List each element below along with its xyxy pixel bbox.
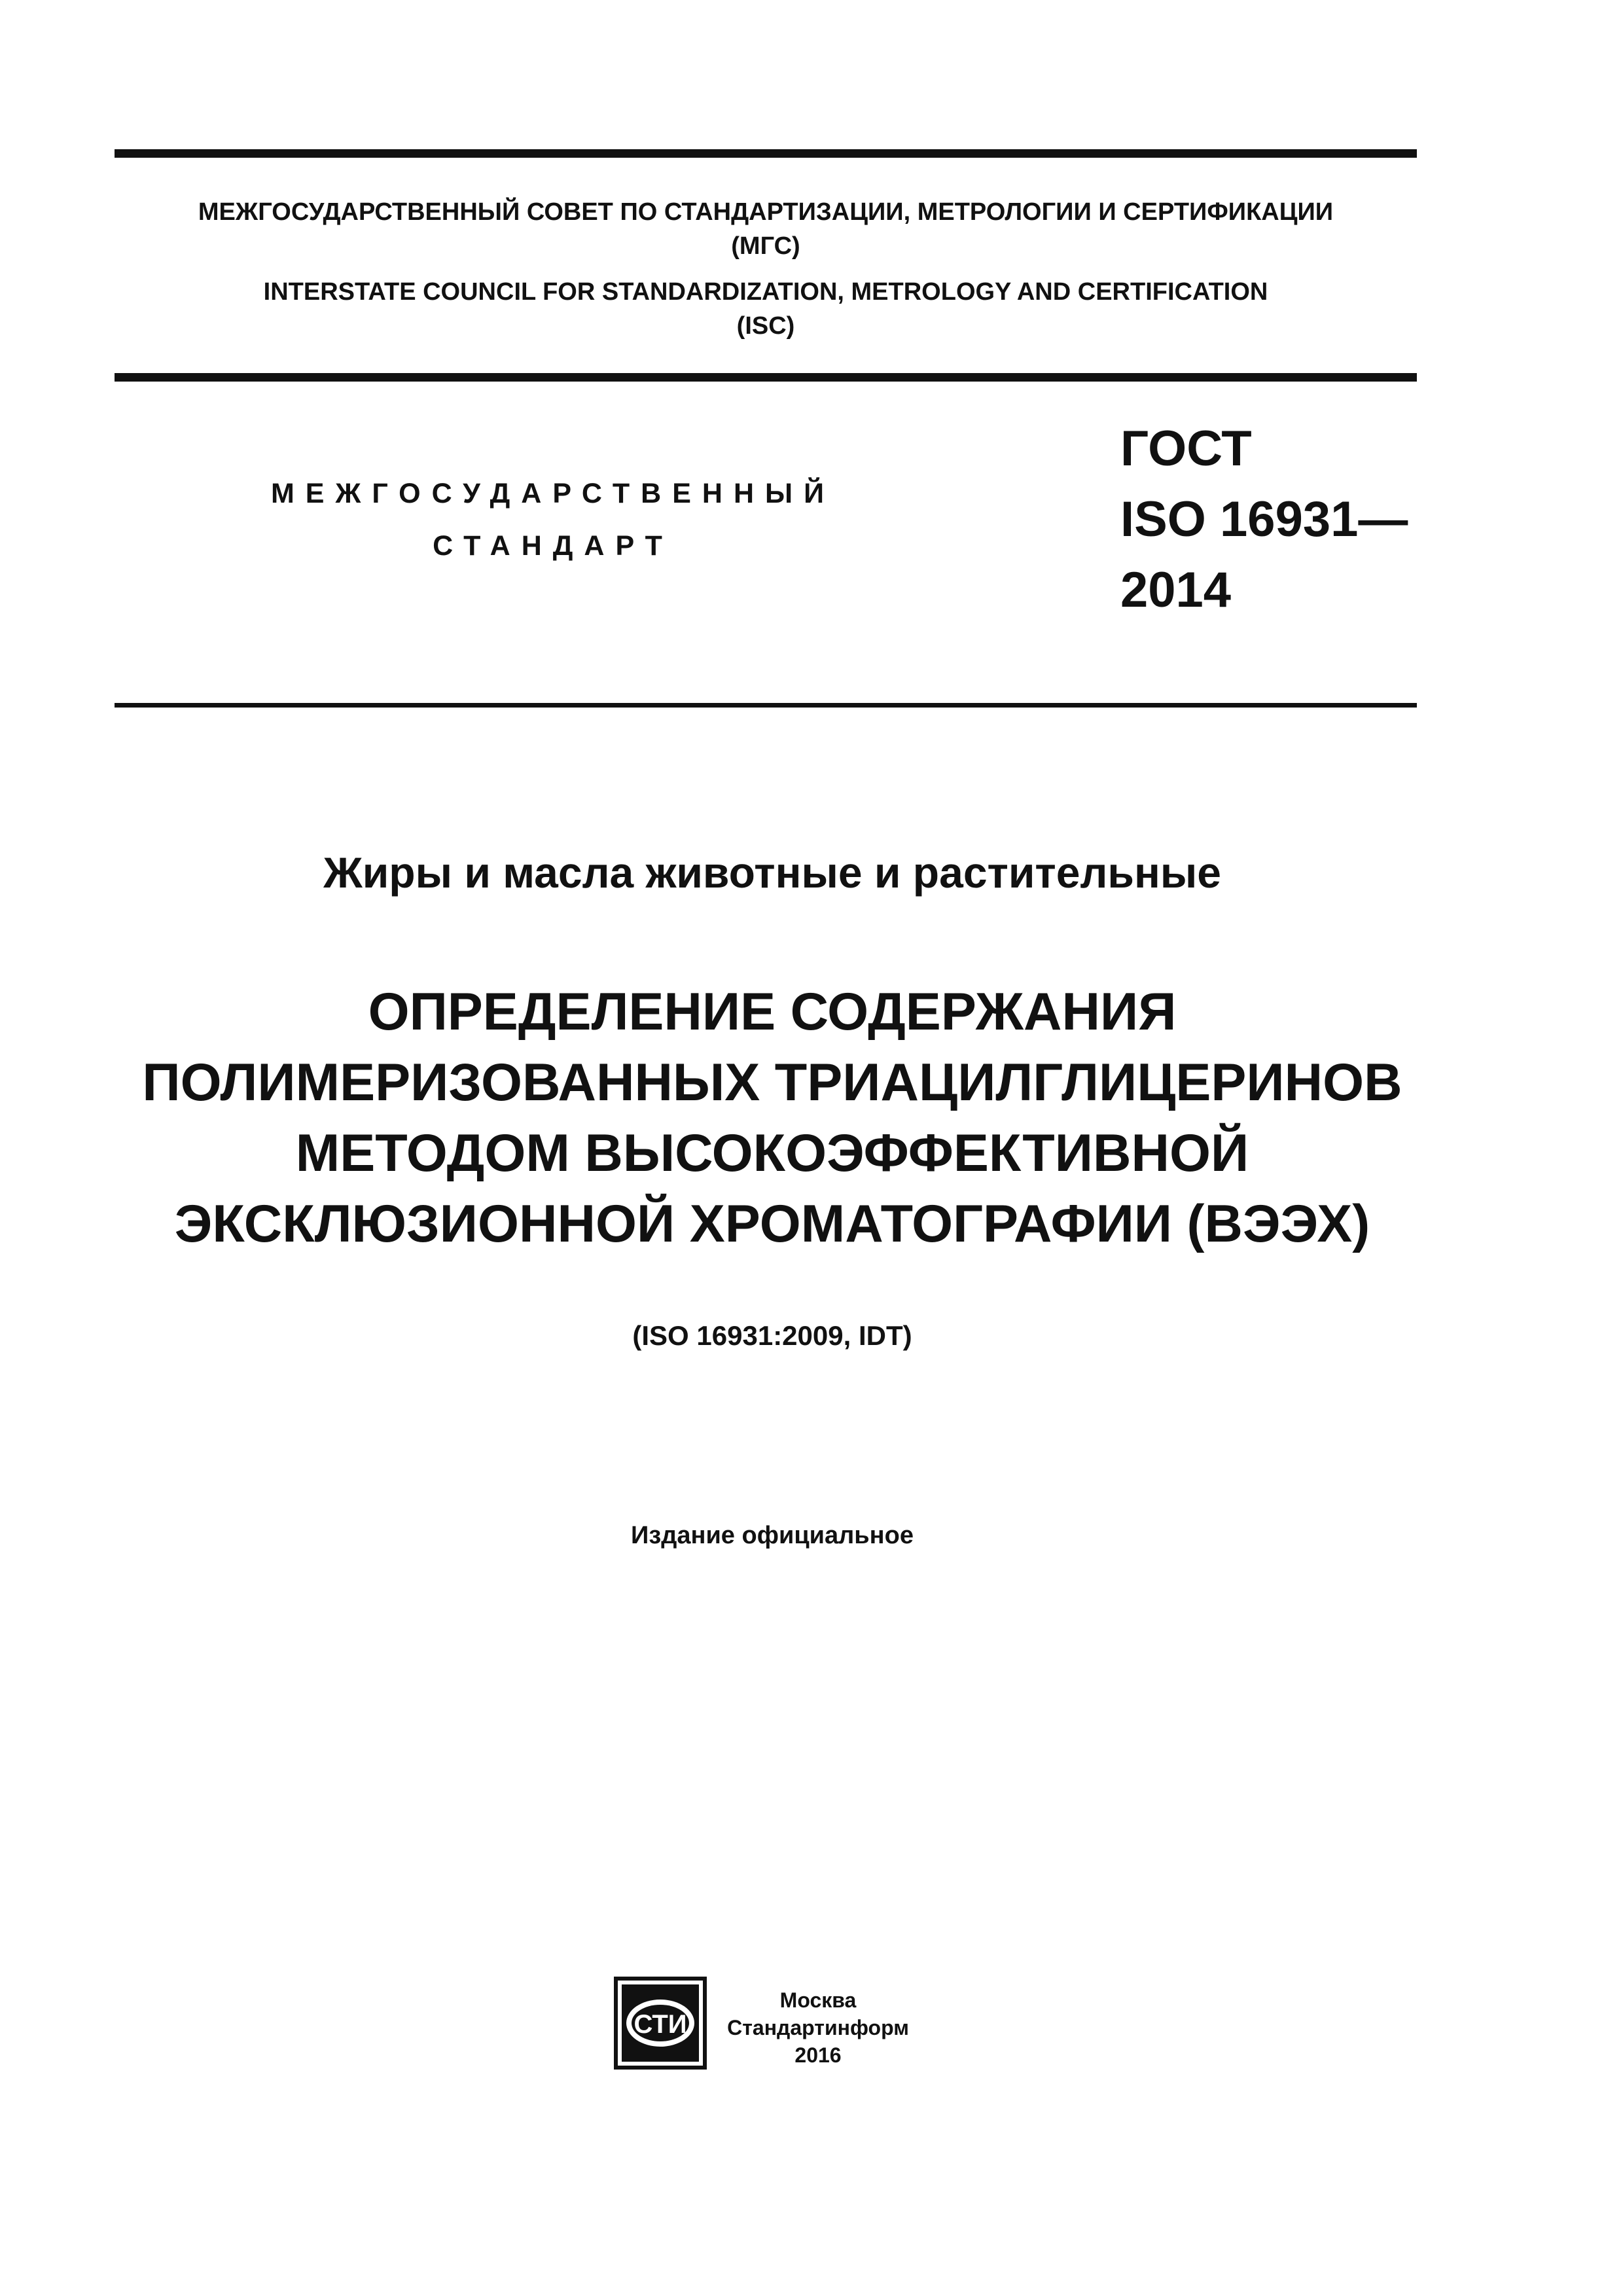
iso-reference: (ISO 16931:2009, IDT) [632, 1320, 912, 1351]
top-rule [115, 149, 1417, 158]
council-en-abbr: (ISC) [736, 312, 795, 340]
standard-designation [1120, 414, 1408, 626]
designation-rule [115, 703, 1417, 708]
title-line: ОПРЕДЕЛЕНИЕ СОДЕРЖАНИЯ [368, 982, 1177, 1041]
council-header [115, 195, 1417, 343]
council-en-name: INTERSTATE COUNCIL FOR STANDARDIZATION, METROLOGY AND CERTIFICATION [263, 278, 1268, 306]
council-ru-name: МЕЖГОСУДАРСТВЕННЫЙ СОВЕТ ПО СТАНДАРТИЗАЦИИ, МЕТРОЛОГИИ И СЕРТИФИКАЦИИ [198, 198, 1334, 226]
publication-year: 2016 [794, 2043, 842, 2067]
header-rule [115, 373, 1417, 382]
designation-number: ISO 16931— [1120, 492, 1408, 547]
designation-year: 2014 [1120, 562, 1232, 618]
standartinform-logo-icon [614, 1977, 707, 2070]
title-line: ЭКСКЛЮЗИОННОЙ ХРОМАТОГРАФИИ (ВЭЭХ) [174, 1194, 1370, 1253]
document-title [92, 977, 1453, 1259]
publisher-block [720, 1986, 916, 2069]
edition-note: Издание официальное [631, 1522, 914, 1549]
council-ru-abbr: (МГС) [731, 232, 800, 260]
publisher-name: Стандартинформ [727, 2016, 909, 2039]
publisher-city: Москва [779, 1988, 857, 2012]
document-subject: Жиры и масла животные и растительные [323, 848, 1221, 897]
svg-text:СТИ: СТИ [633, 2010, 687, 2039]
designation-gost: ГОСТ [1120, 421, 1252, 476]
standard-type-line2: СТАНДАРТ [433, 530, 673, 562]
title-line: ПОЛИМЕРИЗОВАННЫХ ТРИАЦИЛГЛИЦЕРИНОВ [142, 1053, 1402, 1112]
standard-type-line1: МЕЖГОСУДАРСТВЕННЫЙ [270, 478, 836, 509]
standard-type-label [216, 467, 890, 572]
title-line: МЕТОДОМ ВЫСОКОЭФФЕКТИВНОЙ [295, 1124, 1249, 1183]
